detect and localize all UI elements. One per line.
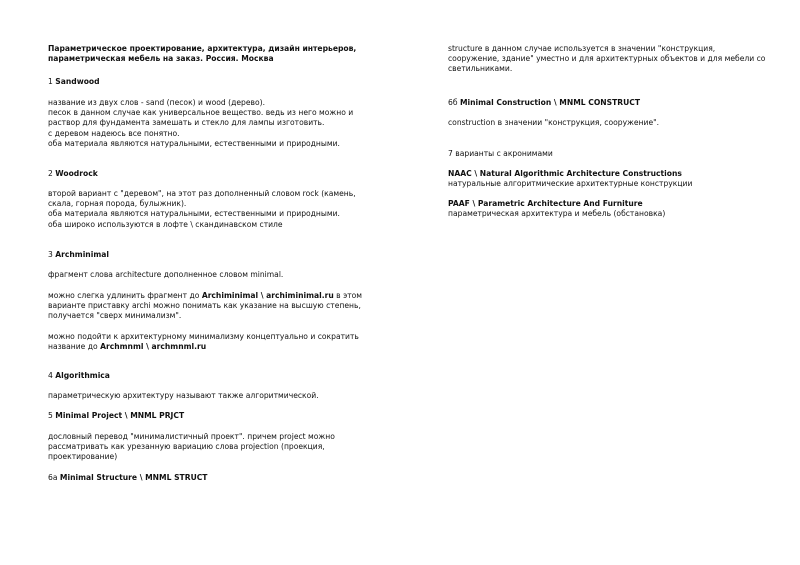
paaf-desc: параметрическая архитектура и мебель (обстановка) xyxy=(448,209,666,219)
section-2-heading: 2 Woodrock xyxy=(48,169,98,178)
section-3-heading: 3 Archminimal xyxy=(48,250,109,259)
section-5-heading: 5 Minimal Project \ MNML PRJCT xyxy=(48,411,185,420)
section-4-body: параметрическую архитектуру называют также алгоритмической. xyxy=(48,391,319,400)
title-line-1: Параметрическое проектирование, архитектура, дизайн интерьеров, xyxy=(48,44,357,53)
section-6a-heading: 6а Minimal Structure \ MNML STRUCT xyxy=(48,473,208,482)
naac-entry xyxy=(448,169,768,189)
section-5-body: дословный перевод "минималистичный проект". причем project можно рассматривать как урезанную вариацию слова projection (проекция, проектирование) xyxy=(48,432,335,462)
section-1-heading: 1 Sandwood xyxy=(48,77,100,86)
section-2-body: второй вариант с "деревом", на этот раз дополненный словом rock (камень, скала, горная порода, булыжник). оба материала являются натуральными, естественными и природными. оба широко используются в лофте \ скандинавском стиле xyxy=(48,189,356,229)
paaf-entry xyxy=(448,199,768,219)
naac-name: NAAC \ Natural Algorithmic Architecture Constructions xyxy=(448,169,682,178)
section-3-para-1: фрагмент слова architecture дополненное словом minimal. xyxy=(48,270,284,279)
section-4-heading: 4 Algorithmica xyxy=(48,371,110,380)
section-3-para-3: можно подойти к архитектурному минимализму концептуально и сократить название до Archmnml \ archmnml.ru xyxy=(48,332,359,352)
section-7-heading: 7 варианты с акронимами xyxy=(448,149,553,158)
section-3-para-2: можно слегка удлинить фрагмент до Archiminimal \ archiminimal.ru в этом варианте приставку archi можно понимать как указание на высшую степень, получается "сверх минимализм". xyxy=(48,291,363,321)
section-6b-heading: 6б Minimal Construction \ MNML CONSTRUCT xyxy=(448,98,641,107)
section-1-body: название из двух слов - sand (песок) и wood (дерево). песок в данном случае как универсальное вещество. ведь из него можно и раствор для фундамента замешать и стекло для лампы изготовить. с деревом надеюсь все понятно. оба материала являются натуральными, естественными и природными. xyxy=(48,98,354,148)
naac-desc: натуральные алгоритмические архитектурные конструкции xyxy=(448,179,693,189)
title-line-2: параметрическая мебель на заказ. Россия. Москва xyxy=(48,54,274,64)
section-6b-body: construction в значении "конструкция, сооружение". xyxy=(448,118,660,127)
section-6a-body: structure в данном случае используется в значении "конструкция, сооружение, здание" уместно и для архитектурных объектов и для мебели со светильниками. xyxy=(448,44,766,74)
paaf-name: PAAF \ Parametric Architecture And Furniture xyxy=(448,199,643,208)
document-title xyxy=(48,44,378,64)
